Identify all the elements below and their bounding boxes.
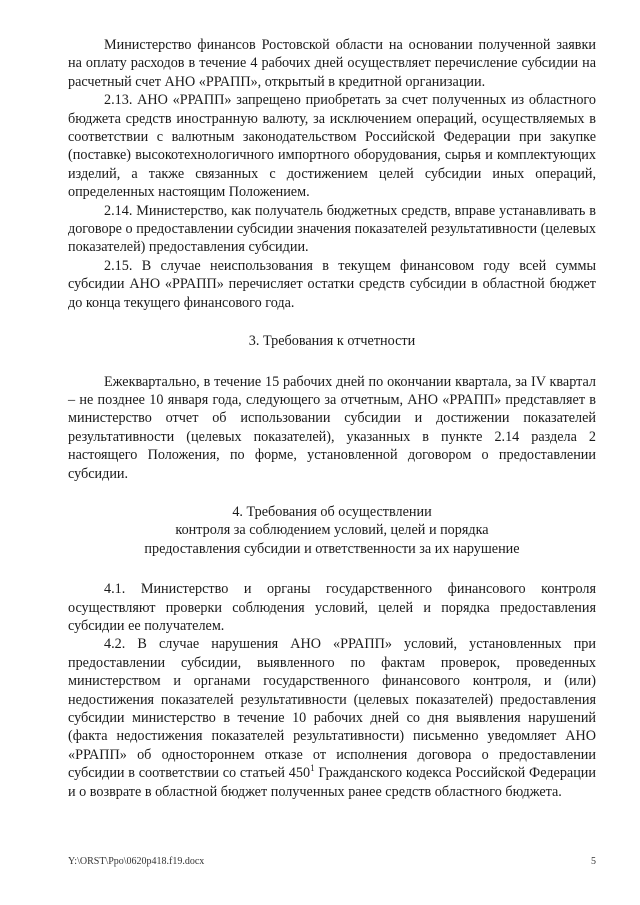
paragraph-4-1: 4.1. Министерство и органы государственного финансового контроля осуществляют проверки соблюдения условий, целей и порядка предоставления субсидии ее получателем. xyxy=(68,581,596,634)
section-3-heading: 3. Требования к отчетности xyxy=(248,333,416,350)
section-4-heading-line: 4. Требования об осуществлении xyxy=(232,503,432,520)
paragraph-4-2 xyxy=(68,635,596,801)
paragraph-reporting: Ежеквартально, в течение 15 рабочих дней по окончании квартала, за IV квартал – не позднее 10 января года, следующего за отчетным, АНО «РРАПП» представляет в министерство отчет об использовании субсидии и достижении показателей результативности (целевых показателей), указанных в пункте 2.14 раздела 2 настоящего Положения, по форме, установленной договором о предоставлении субсидии. xyxy=(68,373,596,482)
page-number: 5 xyxy=(591,856,596,867)
paragraph-2-15: 2.15. В случае неиспользования в текущем финансовом году всей суммы субсидии АНО «РРАПП» перечисляет остатки средств субсидии в областной бюджет до конца текущего финансового года. xyxy=(68,257,596,311)
file-path: Y:\ORST\Ppo\0620p418.f19.docx xyxy=(68,856,205,867)
section-4-heading xyxy=(68,503,596,558)
section-4-heading-line: контроля за соблюдением условий, целей и порядка xyxy=(175,522,489,539)
section-4-heading-line: предоставления субсидии и ответственности за их нарушение xyxy=(144,540,520,557)
paragraph-4-2-tail: Гражданского кодекса Российской Федерации и о возврате в областной бюджет полученных ранее средств областного бюджета. xyxy=(68,765,596,800)
paragraph-2-13: 2.13. АНО «РРАПП» запрещено приобретать за счет полученных из областного бюджета средств иностранную валюту, за исключением операций, осуществляемых в соответствии с валютным законодательством Российской Федерации при закупке (поставке) высокотехнологичного импортного оборудования, сырья и комплектующих изделий, а также связанных с достижением целей субсидии иных операций, определенных настоящим Положением. xyxy=(68,92,596,201)
article-superscript: 1 xyxy=(310,763,315,774)
paragraph-2-14: 2.14. Министерство, как получатель бюджетных средств, вправе устанавливать в договоре о предоставлении субсидии значения показателей результативности (целевых показателей) предоставления субсидии. xyxy=(68,202,596,256)
paragraph-4-2-main: 4.2. В случае нарушения АНО «РРАПП» условий, установленных при предоставлении субсидии, выявленного по фактам проверок, проведенных министерством и органами государственного финансового контроля, и (или) недостижения показателей результативности (целевых показателей) предоставления субсидии министерство в течение 10 рабочих дней со дня выявления нарушений (факта недостижения показателей результативности) письменно уведомляет АНО «РРАПП» об одностороннем отказе от исполнения договора о предоставлении субсидии в соответствии со статьей 450 xyxy=(68,636,596,782)
paragraph-transfer: Министерство финансов Ростовской области на основании полученной заявки на оплату расходов в течение 4 рабочих дней осуществляет перечисление субсидии на расчетный счет АНО «РРАПП», открытый в кредитной организации. xyxy=(68,37,596,90)
document-body xyxy=(68,36,596,801)
